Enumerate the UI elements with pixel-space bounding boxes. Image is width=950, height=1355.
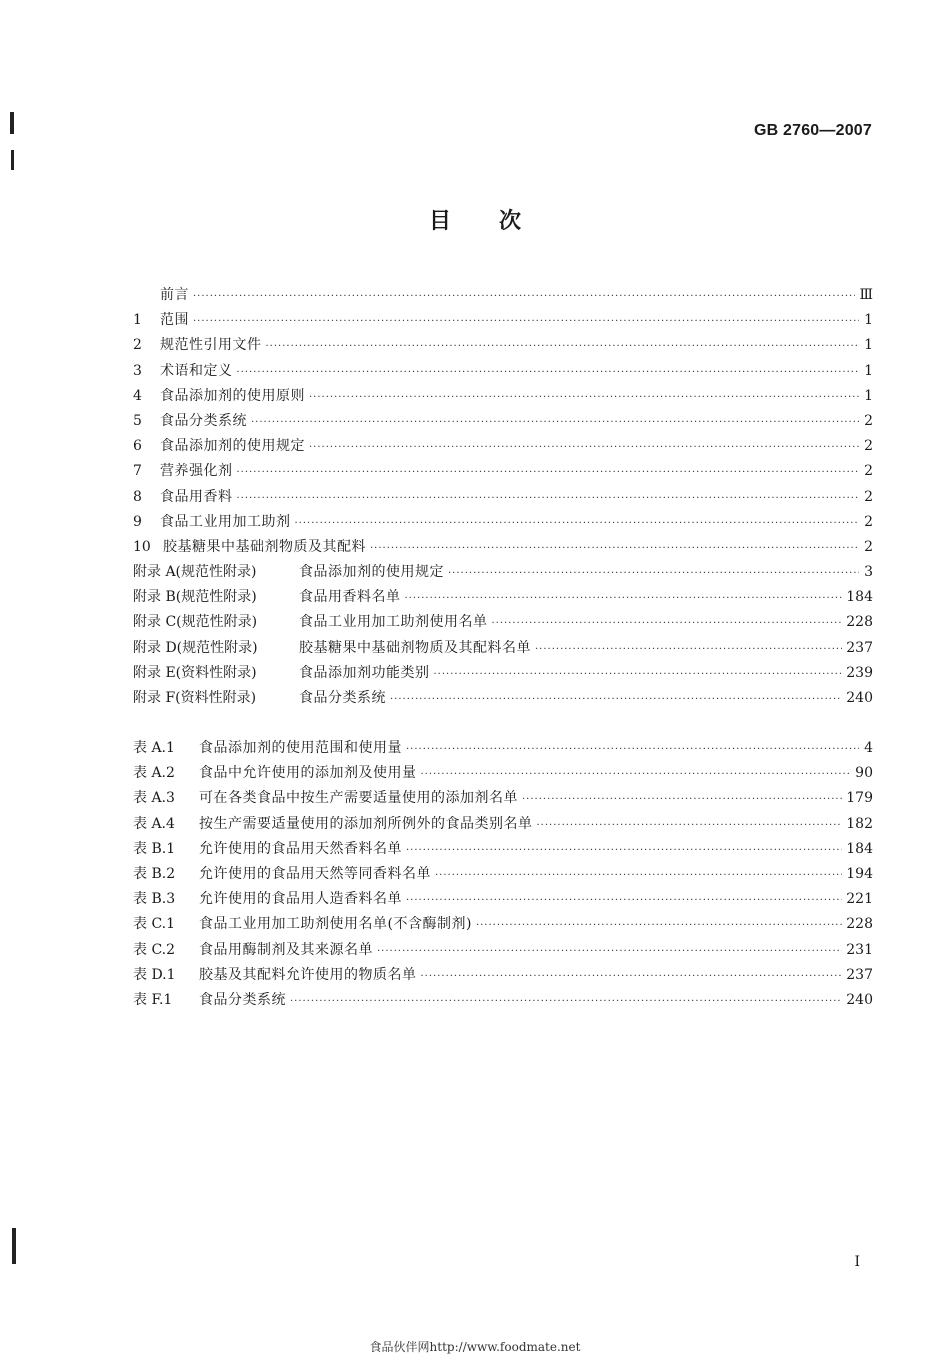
toc-entry[interactable] — [133, 762, 873, 787]
toc-entry[interactable] — [133, 611, 873, 636]
page-number: I — [854, 1254, 860, 1270]
toc-entry-label: 可在各类食品中按生产需要适量使用的添加剂名单 — [199, 790, 518, 807]
toc-leader-dots — [309, 442, 859, 453]
toc-leader-dots — [309, 392, 859, 403]
toc-leader-dots — [370, 543, 859, 554]
toc-entry-label: 按生产需要适量使用的添加剂所例外的食品类别名单 — [199, 815, 533, 832]
toc-entry-number: 1 — [133, 312, 142, 329]
toc-entry-page: 184 — [846, 840, 873, 857]
toc-entry-number: 6 — [133, 438, 142, 455]
toc-entry-label: 术语和定义 — [160, 362, 233, 379]
toc-entry-page: 2 — [864, 488, 873, 505]
toc-entry-label: 食品中允许使用的添加剂及使用量 — [199, 765, 417, 782]
toc-entry[interactable] — [133, 989, 873, 1014]
toc-entry-page: 194 — [846, 865, 873, 882]
toc-entry-number: 表 F.1 — [133, 991, 173, 1008]
toc-leader-dots — [237, 367, 860, 378]
toc-entry-number: 附录 B(规范性附录) — [133, 589, 257, 606]
toc-entry-page: Ⅲ — [859, 287, 873, 303]
toc-entry-page: 3 — [864, 564, 873, 581]
toc-entry-number: 表 B.3 — [133, 891, 176, 908]
toc-entry-label: 胶基糖果中基础剂物质及其配料 — [163, 538, 366, 555]
toc-entry[interactable] — [133, 309, 873, 334]
toc-leader-dots — [193, 316, 859, 327]
toc-entry-label: 食品用酶制剂及其来源名单 — [199, 941, 373, 958]
toc-entry-label: 食品添加剂的使用范围和使用量 — [199, 740, 402, 756]
scan-edge-mark — [10, 112, 14, 134]
toc-leader-dots — [405, 593, 843, 604]
toc-entry-number: 7 — [133, 463, 142, 480]
toc-entry[interactable] — [133, 637, 873, 662]
toc-entry[interactable] — [133, 787, 873, 812]
toc-entry-page: 1 — [864, 337, 873, 354]
toc-leader-dots — [390, 694, 842, 705]
toc-leader-dots — [377, 946, 842, 957]
toc-entry[interactable] — [133, 385, 873, 410]
toc-entry-page: 2 — [864, 412, 873, 429]
toc-entry-number: 附录 C(规范性附录) — [133, 614, 258, 631]
toc-entry-number: 附录 E(资料性附录) — [133, 664, 257, 681]
toc-entry-number: 10 — [133, 538, 151, 555]
toc-entry-page: 182 — [846, 815, 873, 832]
toc-entry-label: 食品分类系统 — [299, 690, 386, 706]
toc-entry[interactable] — [133, 511, 873, 536]
toc-leader-dots — [434, 669, 843, 680]
toc-entry-label: 食品添加剂的使用规定 — [160, 438, 305, 455]
toc-entry-number: 4 — [133, 387, 142, 404]
toc-entry-number: 表 C.1 — [133, 916, 176, 933]
toc-entry[interactable] — [133, 284, 873, 309]
toc-entry[interactable] — [133, 813, 873, 838]
toc-entry-number: 表 B.1 — [133, 840, 176, 857]
toc-entry-number: 表 A.1 — [133, 740, 175, 756]
toc-entry-number: 附录 D(规范性附录) — [133, 639, 258, 656]
toc-entry-page: 228 — [846, 614, 873, 631]
toc-entry[interactable] — [133, 360, 873, 385]
toc-entry-page: 1 — [864, 362, 873, 379]
toc-leader-dots — [421, 769, 852, 780]
toc-entry-number: 附录 F(资料性附录) — [133, 690, 257, 706]
toc-entry-number: 5 — [133, 412, 142, 429]
toc-entry-number: 表 A.3 — [133, 790, 175, 807]
watermark: 食品伙伴网http://www.foodmate.net — [369, 1340, 581, 1354]
toc-entry-page: 240 — [846, 690, 873, 706]
toc-entry-label: 食品添加剂功能类别 — [299, 664, 430, 681]
toc-entry[interactable] — [133, 964, 873, 989]
toc-leader-dots — [406, 845, 842, 856]
toc-entry-page: 2 — [864, 463, 873, 480]
toc-leader-dots — [406, 895, 842, 906]
toc-entry-label: 食品工业用加工助剂使用名单 — [299, 614, 488, 631]
toc-entry-label: 食品工业用加工助剂 — [160, 513, 291, 530]
toc-entry-label: 食品工业用加工助剂使用名单(不含酶制剂) — [199, 916, 472, 933]
toc-entry-label: 食品分类系统 — [160, 412, 247, 429]
toc-entry-page: 231 — [846, 941, 873, 958]
toc-entry-page: 2 — [864, 438, 873, 455]
toc-entry-number: 附录 A(规范性附录) — [133, 564, 257, 581]
toc-entry-number: 9 — [133, 513, 142, 530]
toc-main-list — [133, 284, 873, 712]
toc-leader-dots — [406, 744, 859, 755]
toc-entry-label: 前言 — [160, 287, 189, 303]
toc-leader-dots — [266, 341, 860, 352]
toc-leader-dots — [237, 493, 860, 504]
toc-entry-page: 237 — [846, 966, 873, 983]
toc-entry[interactable] — [133, 536, 873, 561]
toc-leader-dots — [251, 417, 859, 428]
toc-entry[interactable] — [133, 486, 873, 511]
toc-entry-number: 表 D.1 — [133, 966, 176, 983]
toc-leader-dots — [421, 971, 843, 982]
scan-edge-mark — [11, 150, 14, 170]
toc-leader-dots — [535, 644, 842, 655]
toc-leader-dots — [522, 794, 842, 805]
toc-entry-number: 3 — [133, 362, 142, 379]
toc-entry[interactable] — [133, 888, 873, 913]
toc-entry-label: 胶基及其配料允许使用的物质名单 — [199, 966, 417, 983]
toc-entry-page: 228 — [846, 916, 873, 933]
toc-entry[interactable] — [133, 838, 873, 863]
toc-tables-list — [133, 737, 873, 1014]
toc-entry[interactable] — [133, 939, 873, 964]
toc-entry-label: 食品添加剂的使用原则 — [160, 387, 305, 404]
toc-entry-label: 胶基糖果中基础剂物质及其配料名单 — [299, 639, 531, 656]
toc-entry[interactable] — [133, 863, 873, 888]
toc-entry-page: 239 — [846, 664, 873, 681]
toc-entry[interactable] — [133, 410, 873, 435]
toc-entry-label: 食品用香料 — [160, 488, 233, 505]
toc-leader-dots — [237, 467, 860, 478]
toc-leader-dots — [435, 870, 842, 881]
toc-entry-number: 表 A.2 — [133, 765, 175, 782]
toc-entry-number: 表 C.2 — [133, 941, 176, 958]
toc-entry[interactable] — [133, 662, 873, 687]
toc-leader-dots — [448, 568, 859, 579]
toc-entry-page: 4 — [864, 740, 873, 756]
toc-leader-dots — [295, 518, 860, 529]
toc-entry-page: 179 — [846, 790, 873, 807]
toc-leader-dots — [492, 618, 843, 629]
toc-entry-page: 1 — [864, 387, 873, 404]
toc-entry[interactable] — [133, 586, 873, 611]
toc-entry-page: 184 — [846, 589, 873, 606]
toc-entry-label: 允许使用的食品用天然香料名单 — [199, 840, 402, 857]
toc-entry-label: 允许使用的食品用人造香料名单 — [199, 891, 402, 908]
toc-entry-page: 2 — [864, 513, 873, 530]
toc-entry-page: 221 — [846, 891, 873, 908]
toc-entry[interactable] — [133, 435, 873, 460]
toc-entry[interactable] — [133, 687, 873, 712]
toc-entry-page: 237 — [846, 639, 873, 656]
toc-entry-label: 允许使用的食品用天然等同香料名单 — [199, 865, 431, 882]
toc-entry[interactable] — [133, 334, 873, 359]
toc-entry-page: 1 — [864, 312, 873, 329]
toc-entry[interactable] — [133, 460, 873, 485]
toc-entry-label: 食品用香料名单 — [299, 589, 401, 606]
toc-leader-dots — [537, 820, 843, 831]
toc-entry-label: 食品分类系统 — [199, 991, 286, 1008]
toc-entry[interactable] — [133, 913, 873, 938]
toc-entry-number: 表 A.4 — [133, 815, 175, 832]
toc-entry-label: 食品添加剂的使用规定 — [299, 564, 444, 581]
toc-entry-label: 营养强化剂 — [160, 463, 233, 480]
toc-entry-number: 2 — [133, 337, 142, 354]
toc-entry-label: 规范性引用文件 — [160, 337, 262, 354]
toc-entry-page: 90 — [855, 765, 873, 782]
toc-entry[interactable] — [133, 561, 873, 586]
toc-entry-label: 范围 — [160, 312, 189, 329]
toc-leader-dots — [193, 291, 855, 302]
toc-entry-number: 表 B.2 — [133, 865, 176, 882]
toc-leader-dots — [290, 996, 842, 1007]
toc-leader-dots — [476, 920, 842, 931]
toc-entry[interactable] — [133, 737, 873, 762]
standard-number: GB 2760—2007 — [753, 122, 872, 139]
toc-entry-page: 240 — [846, 991, 873, 1008]
scan-edge-mark — [12, 1228, 16, 1264]
toc-entry-number: 8 — [133, 488, 142, 505]
page-title: 目次 — [428, 209, 569, 234]
toc-entry-page: 2 — [864, 538, 873, 555]
